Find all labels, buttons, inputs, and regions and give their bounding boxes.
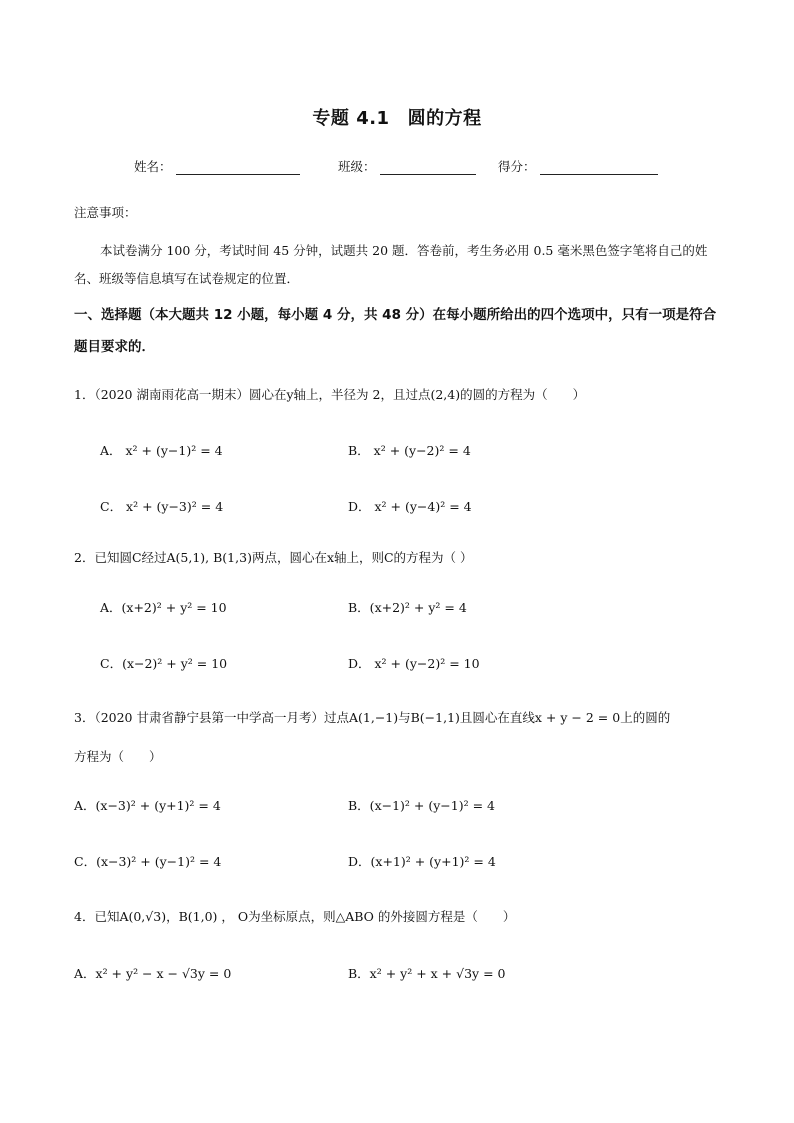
- question-3-stem-line1: 3．（2020 甘肃省静宁县第一中学高一月考）过点A(1,−1)与B(−1,1)且圆心在直线x + y − 2 = 0上的圆的: [74, 710, 671, 725]
- q3-option-c[interactable]: C．(x−3)² + (y−1)² = 4: [74, 854, 222, 869]
- class-label: 班级：: [338, 159, 376, 174]
- question-4-stem: 4．已知A(0,√3)，B(1,0) ， O为坐标原点，则△ABO 的外接圆方程是（ ）: [74, 909, 516, 924]
- title-topic: 专题 4.1: [312, 108, 390, 129]
- name-label: 姓名：: [134, 159, 172, 174]
- score-blank[interactable]: [540, 160, 658, 175]
- title-name: 圆的方程: [407, 108, 482, 129]
- q2-option-b[interactable]: B．(x+2)² + y² = 4: [348, 600, 467, 615]
- q1-option-c[interactable]: C． x² + (y−3)² = 4: [100, 499, 224, 514]
- name-blank[interactable]: [176, 160, 300, 175]
- notice-label: 注意事项：: [74, 205, 137, 220]
- q1-option-a[interactable]: A． x² + (y−1)² = 4: [100, 443, 223, 458]
- q2-option-c[interactable]: C．(x−2)² + y² = 10: [100, 656, 228, 671]
- q4-option-a[interactable]: A．x² + y² − x − √3y = 0: [74, 966, 232, 981]
- question-3-stem-line2: 方程为（ ）: [74, 749, 162, 764]
- q1-option-b[interactable]: B． x² + (y−2)² = 4: [348, 443, 471, 458]
- notice-body: 本试卷满分 100 分，考试时间 45 分钟，试题共 20 题．答卷前，考生务必用 0.5 毫米黑色签字笔将自己的姓名、班级等信息填写在试卷规定的位置．: [74, 243, 708, 286]
- class-field[interactable]: [338, 157, 476, 175]
- q3-option-a[interactable]: A．(x−3)² + (y+1)² = 4: [74, 798, 221, 813]
- q4-option-b[interactable]: B．x² + y² + x + √3y = 0: [348, 966, 506, 981]
- q3-option-b[interactable]: B．(x−1)² + (y−1)² = 4: [348, 798, 495, 813]
- name-field[interactable]: [134, 157, 300, 175]
- q3-option-d[interactable]: D．(x+1)² + (y+1)² = 4: [348, 854, 496, 869]
- section-heading: 一、选择题（本大题共 12 小题，每小题 4 分，共 48 分）在每小题所给出的四个选项中，只有一项是符合题目要求的．: [74, 307, 717, 355]
- question-1-stem: 1．（2020 湖南雨花高一期末）圆心在y轴上，半径为 2，且过点(2,4)的圆的方程为（ ）: [74, 387, 586, 402]
- class-blank[interactable]: [380, 160, 476, 175]
- question-2-stem: 2．已知圆C经过A(5,1), B(1,3)两点，圆心在x轴上，则C的方程为（ ）: [74, 550, 473, 565]
- page-title: [0, 104, 794, 130]
- q2-option-a[interactable]: A．(x+2)² + y² = 10: [100, 600, 227, 615]
- q2-option-d[interactable]: D． x² + (y−2)² = 10: [348, 656, 480, 671]
- score-field[interactable]: [498, 157, 658, 175]
- q1-option-d[interactable]: D． x² + (y−4)² = 4: [348, 499, 472, 514]
- student-info-row: [0, 157, 794, 181]
- score-label: 得分：: [498, 159, 536, 174]
